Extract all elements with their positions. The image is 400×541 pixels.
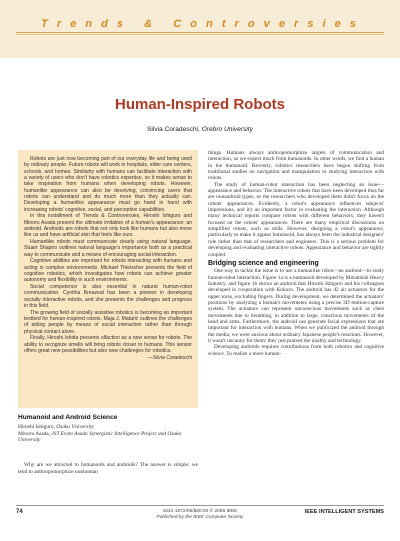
publisher-line: Published by the IEEE Computer Society [156,515,244,521]
editor-introduction [18,150,198,408]
journal-name: IEEE INTELLIGENT SYSTEMS [304,509,384,515]
contributor-affiliation: Osaka University [56,424,94,430]
copyright-line: 1541-1672/06/$20.00 © 2006 IEEE [162,509,238,514]
section-heading: Humanoid and Android Science [18,414,118,421]
body-paragraph: Why are we attracted to humanoids and androids? The answer is simple: we tend to anthropomorphize nonhuman [18,462,198,475]
intro-paragraph: Robots are just now becoming part of our everyday life and being used by ordinary people. Future robots will work in hospitals, elder care centers, schools, and homes. Similarity with humans can facilitate interaction with a variety of users who don't have robotics expertise, so it makes sense to take inspiration from humans when developing robots. However, humanlike appearance can also be deceiving, convincing users that robots can understand and do much more than they actually can. Developing a humanlike appearance must go hand in hand with increasing robots' cognitive, social, and perceptive capabilities. [24,156,192,213]
body-paragraph: Developing androids requires contributions from both robotics and cognitive science. To realize a more human- [208,344,384,357]
contributors [18,424,198,444]
body-paragraph: One way to tackle the issue is to use a humanlike robot—an android—to study human-robot interaction. Figure 1a is a humanoid developed by Mitsubishi Heavy Industry, and figure 1b shows an android that Hiroshi Ishiguro and his colleagues developed in cooperation with Kokoro. The android has 42 air actuators for the upper torso, excluding fingers. During development, we determined the actuators' positions by analyzing a human's movements using a precise 3D motion-capture system. The actuators can represent unconscious movements such as chest movements due to breathing, in addition to large, conscious movements of the head and arms. Furthermore, the android can generate facial expressions that are important for interaction with humans. When we publicized the android through the media, we were anxious about ordinary Japanese people's reactions. However, it wasn't uncanny for them; they just praised the quality and technology. [208,268,384,344]
intro-paragraph: Social competence is also essential in natural human-robot communication. Cynthia Breazeal has been a pioneer in developing socially interactive robots, and she presents the challenges and progress in this field. [24,284,192,310]
intro-paragraph: Cognitive abilities are important for robots interacting with humans and acting in complex environments. Michael Thielscher presents the field of cognitive robotics, which investigates how robots can achieve greater autonomy and flexibility in such environments. [24,258,192,284]
right-column [208,150,384,500]
author-affiliation: Orebro University [201,126,253,133]
contributor-name: Hiroshi Ishiguro, [18,424,55,430]
body-paragraph: The study of human-robot interaction has been neglecting an issue—appearance and behavior. The interactive robots that have been developed thus far are nonandroid types, so the researchers who developed them didn't focus on the robots' appearances. Evidently, a robot's appearance influences subjects' impressions, and it's an important factor in evaluating the interaction. Although many technical reports compare robots with different behaviors, they haven't focused on the robots' appearances. There are many empirical discussions on simplified robots, such as dolls. However, designing a robot's appearance, particularly to make it appear humanoid, has always been the industrial designers' role rather than that of researchers and engineers. This is a serious problem for developing and evaluating interactive robots. Appearance and behavior are tightly coupled. [208,181,384,258]
contributor-name: Minoru Asada, [18,430,51,437]
intro-paragraph: In this installment of Trends & Controversies, Hiroshi Ishiguro and Minoru Asada present the ultimate imitation of a human's appearance: an android. Androids are robots that not only look like humans but also move like us and have artificial skin that feels like ours. [24,213,192,239]
department-title: T r e n d s & C o n t r o v e r s i e s [41,18,359,30]
contributor-affiliation: JST Erato Asada Synergistic Intelligence Project and Osaka University [18,430,182,444]
editor-signature: —Silvia Coradeschi [147,354,192,361]
subsection-heading: Bridging science and engineering [208,259,319,267]
byline [0,126,400,133]
article-title: Human-Inspired Robots [114,96,285,113]
intro-paragraph: Finally, Hiroshi Ishida presents olfaction as a new sense for robots. The ability to recognize smells will bring robots closer to humans. This sensor offers great new possibilities but also new challenges for robotics. [24,335,192,355]
footer-rule [16,505,384,506]
author-name: Silvia Coradeschi, [147,126,200,133]
body-paragraph: things. Humans always anthropomorphize targets of communication and interaction, so we expect much from humanoids. In other words, we find a human in the humanoid. Recently, robotics researchers have begun shifting from traditional studies on navigation and manipulation to studying interaction with robots. [208,150,384,182]
contributor [18,431,198,444]
intro-paragraph: Humanlike robots must communicate clearly using natural language. Stuart Shapiro outlines natural language's importance both as a practical way to communicate and a means of encouraging social interaction. [24,239,192,258]
department-banner [0,0,400,58]
banner-rule-secondary [16,34,384,35]
page-number: 74 [16,509,23,515]
contributor [18,424,198,431]
banner-rule [16,32,384,33]
intro-paragraph: The growing field of socially assistive robotics is becoming an important testbed for human-inspired robots. Maja J. Matarić outlines the challenges of aiding people by means of social interaction rather than through physical contact alone. [24,309,192,335]
